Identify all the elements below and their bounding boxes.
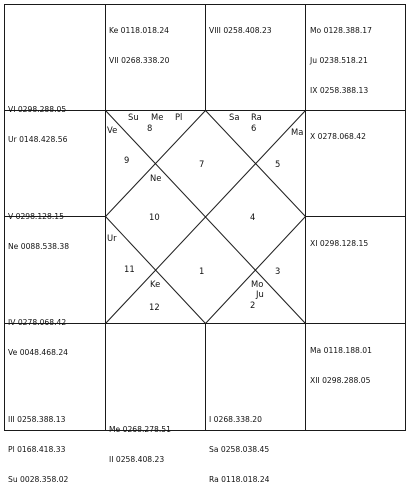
planet-label: Sa [229, 112, 240, 122]
cell-line: VI 0298.288.05 [8, 105, 67, 114]
house-number: 10 [149, 212, 160, 222]
cell-right-lower [310, 219, 368, 259]
cell-left-upper [8, 192, 69, 262]
cell-right-upper [310, 112, 366, 152]
cell-line: I 0268.338.20 [209, 415, 262, 424]
cell-line: II 0258.408.23 [109, 455, 165, 464]
house-number: 2 [250, 300, 256, 310]
house-number: 12 [149, 302, 160, 312]
house-number: 7 [199, 159, 205, 169]
cell-line: III 0258.388.13 [8, 415, 66, 424]
cell-line: Ju 0238.518.21 [310, 56, 368, 65]
cell-line: V 0298.128.15 [8, 212, 64, 221]
cell-bottom-mid-right [209, 395, 270, 495]
cell-line: VII 0268.338.20 [109, 56, 170, 65]
cell-bottom-right [310, 326, 372, 396]
house-number: 1 [199, 266, 205, 276]
cell-line: Ra 0118.018.24 [209, 475, 270, 484]
cell-line: Ne 0088.538.38 [8, 242, 70, 251]
cell-line: Su 0028.358.02 [8, 475, 69, 484]
cell-bottom-mid-left [109, 405, 171, 475]
cell-line: Ve 0048.468.24 [8, 348, 69, 357]
cell-line: Pl 0168.418.33 [8, 445, 66, 454]
planet-label: Ra [251, 112, 262, 122]
planet-label: Ke [150, 279, 161, 289]
cell-line: VIII 0258.408.23 [209, 26, 272, 35]
house-number: 8 [147, 123, 153, 133]
cell-line: Ma 0118.188.01 [310, 346, 372, 355]
cell-line: X 0278.068.42 [310, 132, 366, 141]
cell-line: Me 0268.278.51 [109, 425, 171, 434]
cell-line: IV 0278.068.42 [8, 318, 67, 327]
planet-label: Ur [107, 233, 117, 243]
cell-line: XI 0298.128.15 [310, 239, 369, 248]
house-number: 11 [124, 264, 135, 274]
cell-top-mid-right [209, 6, 272, 46]
house-number: 9 [124, 155, 130, 165]
cell-line: Sa 0258.038.45 [209, 445, 270, 454]
cell-line: Ke 0118.018.24 [109, 26, 169, 35]
house-number: 6 [251, 123, 257, 133]
planet-label: Su [128, 112, 139, 122]
planet-label: Me [151, 112, 164, 122]
cell-line: IX 0258.388.13 [310, 86, 369, 95]
cell-left-lower [8, 298, 68, 368]
planet-label: Ve [107, 125, 118, 135]
cell-bottom-left [8, 395, 68, 495]
cell-line: Ur 0148.428.56 [8, 135, 68, 144]
cell-top-left [8, 85, 67, 155]
house-number: 4 [250, 212, 256, 222]
cell-line: XII 0298.288.05 [310, 376, 371, 385]
planet-label: Ju [256, 289, 264, 299]
cell-top-right [310, 6, 372, 106]
planet-label: Ne [150, 173, 162, 183]
house-number: 5 [275, 159, 281, 169]
house-number: 3 [275, 266, 281, 276]
cell-top-mid-left [109, 6, 169, 76]
planet-label: Pl [175, 112, 183, 122]
cell-line: Mo 0128.388.17 [310, 26, 372, 35]
planet-label: Ma [291, 127, 304, 137]
planet-label: Mo [251, 279, 264, 289]
